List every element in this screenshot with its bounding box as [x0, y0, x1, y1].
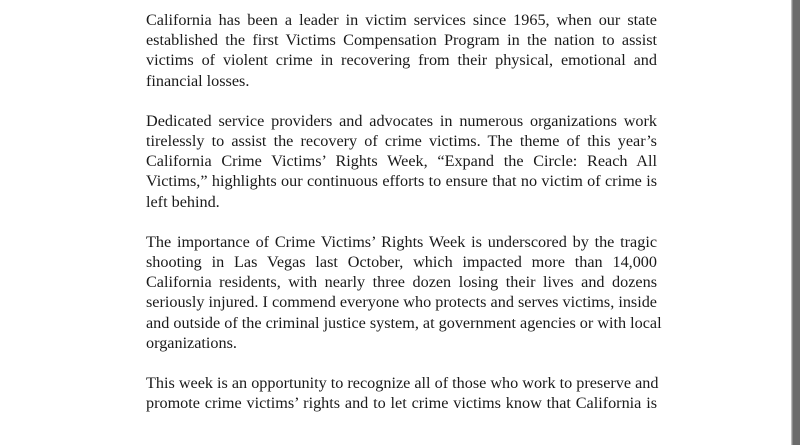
text-line: The importance of Crime Victims’ Rights Week is underscored by the tragic: [146, 232, 657, 251]
text-line: California residents, with nearly three dozen losing their lives and dozens: [146, 273, 657, 292]
text-line: victims of violent crime in recovering from their physical, emotional and: [146, 51, 657, 70]
text-line: seriously injured. I commend everyone who protects and serves victims, inside: [146, 293, 657, 312]
text-line: California has been a leader in victim services since 1965, when our state: [146, 11, 657, 29]
page-edge-shadow: [791, 0, 800, 445]
paragraph-4: [146, 373, 657, 413]
text-line: Victims,” highlights our continuous efforts to ensure that no victim of crime is: [146, 172, 657, 191]
text-line: organizations.: [146, 333, 237, 352]
text-line: financial losses.: [146, 71, 250, 90]
text-line: California Crime Victims’ Rights Week, “Expand the Circle: Reach All: [146, 152, 657, 171]
text-line: shooting in Las Vegas last October, which impacted more than 14,000: [146, 253, 657, 272]
paragraph-3: [146, 232, 662, 353]
document-body: [146, 10, 662, 433]
text-line: tirelessly to assist the recovery of crime victims. The theme of this year’s: [146, 132, 657, 151]
paragraph-1: [146, 10, 657, 91]
text-line: and outside of the criminal justice system, at government agencies or with local: [146, 313, 662, 332]
paragraph-2: [146, 111, 657, 212]
text-line: established the first Victims Compensation Program in the nation to assist: [146, 31, 657, 50]
text-line: left behind.: [146, 192, 220, 211]
text-line: This week is an opportunity to recognize all of those who work to preserve and: [146, 374, 659, 393]
text-line: Dedicated service providers and advocates in numerous organizations work: [146, 111, 657, 130]
text-line: promote crime victims’ rights and to let crime victims know that California is: [146, 394, 657, 413]
